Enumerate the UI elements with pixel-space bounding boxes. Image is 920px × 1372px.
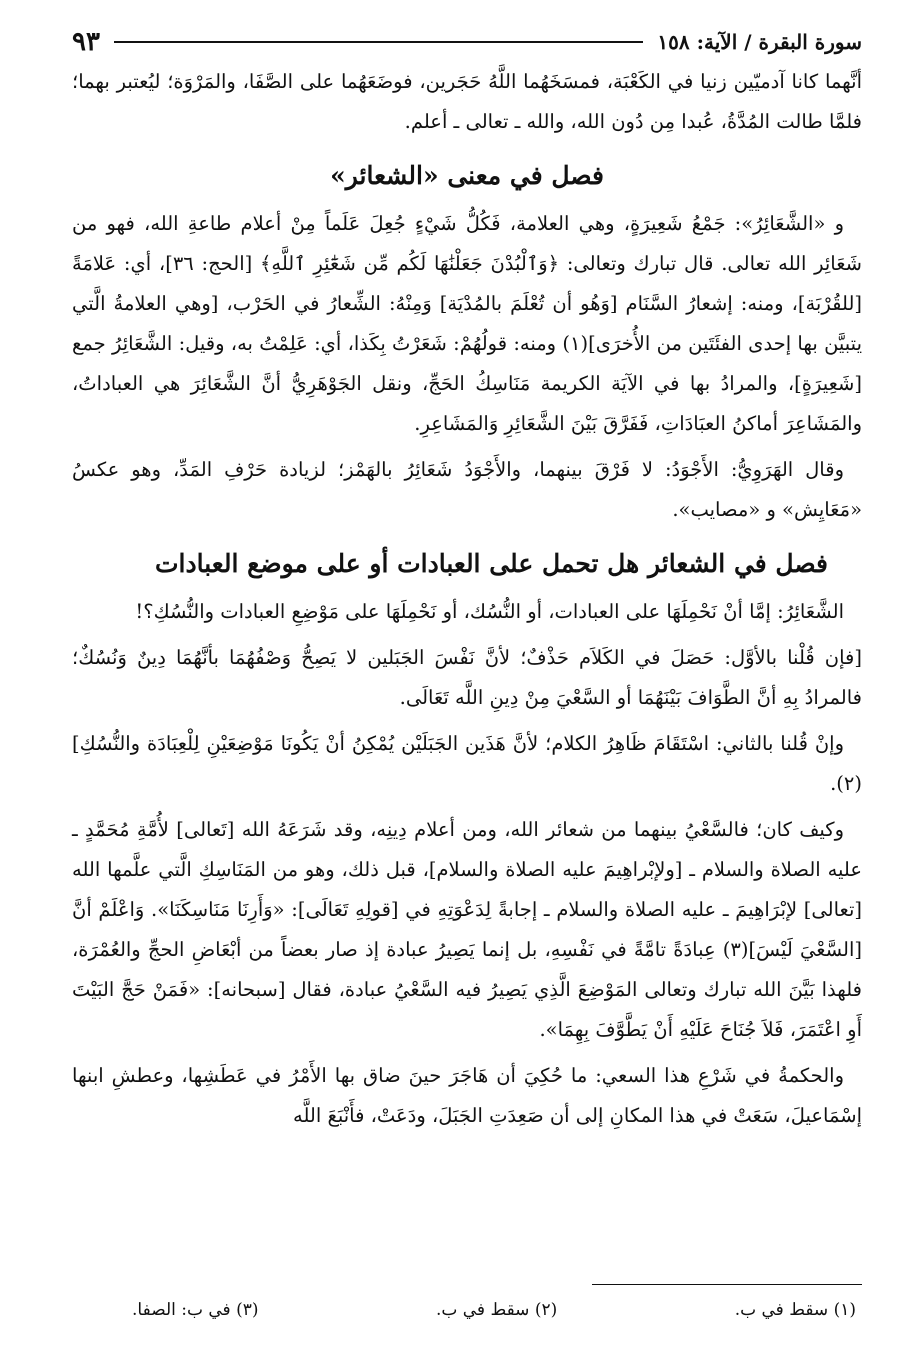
footnote-1: (١) سقط في ب. — [734, 1300, 856, 1320]
paragraph: [فإن قُلْنا بالأوَّل: حَصَلَ في الكَلاَم حَذْفٌ؛ لأنَّ نَفْسَ الجَبَلين لا يَصِحُّ وَصْفُهُمَا بأنَّهُمَا دِينٌ وَنُسُكٌ؛ فالمرادُ بِهِ أنَّ الطَّوَافَ بَيْنَهُمَا أو السَّعْيَ مِنْ دِينِ اللَّه تَعَالَى. — [72, 646, 862, 709]
paragraph: وكيف كان؛ فالسَّعْيُ بينهما من شعائر الله، ومن أعلام دِينِه، وقد شَرَعَهُ الله [تَعالى] لأُمَّةِ مُحَمَّدٍ ـ عليه الصلاة والسلام ـ [ولإبْراهِيمَ عليه الصلاة والسلام]، قبل ذلك، وهو من المَنَاسِكِ الَّتي علَّمها الله [تعالى] لإبْرَاهِيمَ ـ عليه الصلاة والسلام ـ إجابةً لِدَعْوَتِهِ في [قولِهِ تَعَالَى]: «وَأَرِنَا مَنَاسِكَنَا». وَاعْلَمْ أنَّ [السَّعْيَ لَيْسَ](٣) عِبادَةً تامَّةً في نَفْسِهِ، بل إنما يَصِيرُ عبادة إذ صار بعضاً من أبْعَاضِ الحجِّ والعُمْرَة، فلهذا بَيَّنَ الله تبارك وتعالى المَوْضِعَ الَّذِي يَصِيرُ فيه السَّعْيُ عبادة، فقال [سبحانه]: «فَمَنْ حَجَّ البَيْتَ أَوِ اعْتَمَرَ، فَلاَ جُنَاحَ عَلَيْهِ أَنْ يَطَّوَّفَ بِهِمَا». — [72, 818, 863, 1041]
section-heading-ibadat: فصل في الشعائر هل تحمل على العبادات أو على موضع العبادات — [155, 549, 828, 578]
paragraph: و «الشَّعَائِرُ»: جَمْعُ شَعِيرَةٍ، وهي العلامة، فَكُلُّ شَيْءٍ جُعِلَ عَلَماً مِنْ أعلام طاعةِ الله، فهو من شَعَائِر الله تعالى. قال تبارك وتعالى: ﴿وَٱلْبُدْنَ جَعَلْنَٰهَا لَكُم مِّن شَعَٰٓئِرِ ٱللَّهِ﴾ [الحج: ٣٦]، أي: عَلامَةً [للقُرْبَة]، ومنه: إشعارُ السَّنَام [وَهُو أن تُعْلَمَ بالمُدْيَة] وَمِنْهُ: الشِّعارُ في الحَرْب، [وهي العلامةُ الَّتي يتبيَّن بها إحدى الفئَتَين من الأُخرَى](١) ومنه: قولُهُمْ: شَعَرْتُ بِكَذا، أي: عَلِمْتُ به، وقيل: الشَّعَائِرُ جمع [شَعِيرَةٍ]، والمرادُ بها في الآيَة الكريمة مَنَاسِكُ الحَجِّ، ونقل الجَوْهَرِيُّ أنَّ الشَّعَائِرَ هي العباداتُ، والمَشَاعِرَ أماكنُ العبَادَاتِ، فَفَرَّقَ بَيْنَ الشَّعَائِرِ وَالمَشَاعِرِ. — [72, 212, 862, 435]
paragraph: الشَّعَائِرُ: إمَّا أنْ نَحْمِلَهَا على العبادات، أو النُّسُك، أو نَحْمِلَهَا على مَوْضِعِ العبادات والنُّسُكِ؟! — [135, 600, 844, 623]
section-heading-shaair: فصل في معنى «الشعائر» — [330, 161, 604, 190]
paragraph: وقال الهَرَوِيُّ: الأَجْوَدُ: لا فَرْقَ بينهما، والأَجْوَدُ شَعَائِرُ بالهَمْز؛ لزيادة حَرْفِ المَدِّ، وهو عكسُ «مَعَايِش» و «مصايب». — [72, 458, 862, 521]
running-title: سورة البقرة / الآية: ١٥٨ — [657, 30, 862, 54]
intro-paragraph: أنَّهما كانا آدميّين زنيا في الكَعْبَة، فمسَخَهُما اللَّهُ حَجَرين، فوضَعَهُما على الصَّفَا، والمَرْوَة؛ ليُعتبر بهما؛ فلمَّا طالت المُدَّةُ، عُبدا مِن دُون الله، والله ـ تعالى ـ أعلم. — [72, 70, 862, 133]
footnote-separator — [592, 1284, 862, 1285]
footnote-3: (٣) في ب: الصفا. — [132, 1300, 259, 1320]
book-page — [72, 22, 862, 1352]
footnotes — [72, 1300, 862, 1320]
header-rule — [114, 41, 643, 43]
page-number: ٩٣ — [72, 27, 100, 57]
footnote-2: (٢) سقط في ب. — [435, 1300, 558, 1320]
paragraph: وإنْ قُلنا بالثاني: اسْتَقَامَ ظَاهِرُ الكلام؛ لأنَّ هَذَين الجَبَلَيْن يُمْكِنُ أنْ يَكُونَا مَوْضِعَيْنِ لِلْعِبَادَة والنُّسُكِ](٢). — [72, 732, 862, 795]
paragraph: والحكمةُ في شَرْعِ هذا السعي: ما حُكِيَ أن هَاجَرَ حينَ ضاق بها الأَمْرُ في عَطَشِها، وعطشِ ابنها إسْمَاعيلَ، سَعَتْ في هذا المكانِ إلى أن صَعِدَتِ الجَبَلَ، ودَعَتْ، فأَنْبَعَ اللَّه — [72, 1064, 862, 1127]
main-text — [72, 62, 862, 1136]
page-header — [72, 22, 862, 62]
